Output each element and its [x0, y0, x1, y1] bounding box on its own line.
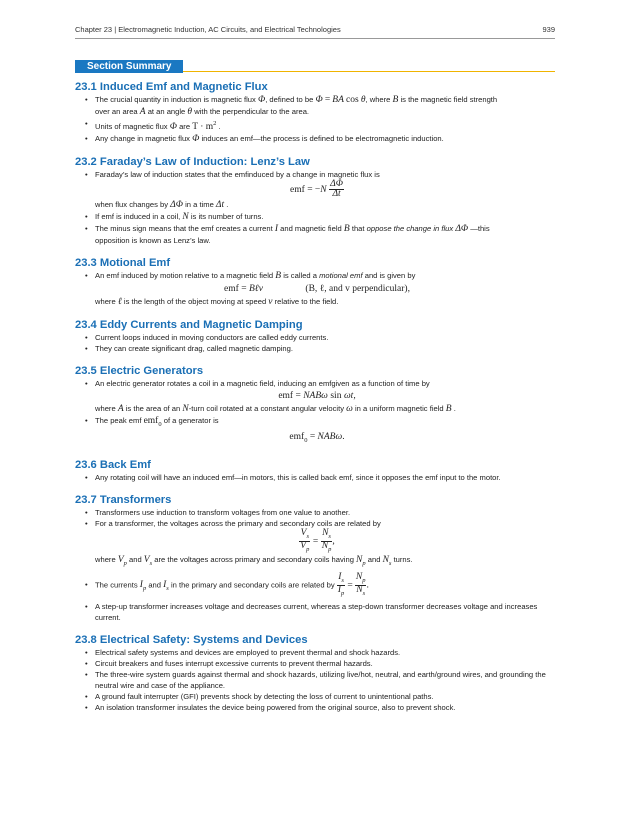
section-summary-label: Section Summary: [75, 60, 183, 73]
list-item: • An isolation transformer insulates the device being powered from the original source, also to prevent shock.: [85, 702, 559, 713]
list-item: • Any change in magnetic flux Φ induces an emf—the process is defined to be electromagnetic induction.: [85, 133, 559, 145]
section-23-5: [75, 364, 559, 448]
list-item: • They can create significant drag, called magnetic damping.: [85, 343, 559, 354]
page-number: 939: [542, 25, 555, 34]
section-23-3: [75, 256, 559, 308]
list-item: • Current loops induced in moving conductors are called eddy currents.: [85, 332, 559, 343]
section-23-7: [75, 493, 559, 623]
continuation: where ℓ is the length of the object moving at speed v relative to the field.: [95, 297, 339, 308]
chapter-title: Chapter 23 | Electromagnetic Induction, AC Circuits, and Electrical Technologies: [75, 25, 341, 34]
list-item: • For a transformer, the voltages across the primary and secondary coils are related by: [85, 518, 559, 529]
section-23-8: [75, 633, 559, 713]
section-23-2: [75, 155, 559, 246]
list-item: • Electrical safety systems and devices are employed to prevent thermal and shock hazards.: [85, 647, 559, 658]
transformer-voltage-equation: $\frac{V_s}{V_p}$ = $\frac{N_s}{N_p}$ ,: [300, 527, 335, 553]
list-item: • Circuit breakers and fuses interrupt excessive currents to prevent thermal hazards.: [85, 658, 559, 669]
generator-equation: emf = NABω sin ωt,: [278, 391, 356, 402]
list-item: • A ground fault interrupter (GFI) prevents shock by detecting the loss of current to unintentional paths.: [85, 691, 559, 702]
section-23-4: [75, 318, 559, 354]
section-title: 23.2 Faraday’s Law of Induction: Lenz’s Law: [75, 156, 310, 169]
list-item: • An electric generator rotates a coil in a magnetic field, inducing an emfgiven as a function of time by: [85, 378, 559, 389]
list-item: • Transformers use induction to transform voltages from one value to another.: [85, 507, 559, 518]
section-summary-banner: [75, 60, 555, 72]
faraday-equation: emf = −N $\frac{\Delta\Phi}{\Delta t}$: [290, 179, 343, 200]
section-23-6: [75, 458, 559, 483]
motional-emf-equation: emf = Bℓv (B, ℓ, and v perpendicular),: [224, 284, 410, 295]
section-title: 23.5 Electric Generators: [75, 365, 204, 378]
section-title: 23.4 Eddy Currents and Magnetic Damping: [75, 319, 303, 332]
list-item: • Units of magnetic flux Φ are $T \cdot m^2$ .: [85, 118, 559, 133]
section-title: 23.6 Back Emf: [75, 458, 151, 471]
section-title: 23.1 Induced Emf and Magnetic Flux: [75, 81, 268, 93]
summary-content: [75, 80, 559, 723]
list-item: • If emf is induced in a coil, N is its number of turns.: [85, 211, 559, 223]
continuation: where A is the area of an N-turn coil rotated at a constant angular velocity ω in a uniform magnetic field B .: [95, 404, 456, 415]
continuation: when flux changes by ΔΦ in a time Δt .: [95, 200, 229, 211]
section-23-1: [75, 80, 559, 145]
list-item: • The minus sign means that the emf creates a current I and magnetic field B that oppose the change in flux ΔΦ —this opposition is known as Lenz’s law.: [85, 223, 559, 246]
list-item: • A step-up transformer increases voltage and decreases current, whereas a step-down transformer decreases voltage and increases current.: [85, 601, 559, 623]
list-item: • Faraday’s law of induction states that the emfinduced by a change in magnetic flux is: [85, 169, 559, 180]
list-item: • The three-wire system guards against thermal and shock hazards, utilizing live/hot, neutral, and earth/ground wires, and grounding the neutral wire and case of the appliance.: [85, 669, 559, 691]
section-title: 23.3 Motional Emf: [75, 257, 171, 270]
section-title: 23.8 Electrical Safety: Systems and Devices: [75, 633, 308, 646]
list-item: • The currents $I_p$ and $I_s$ in the primary and secondary coils are related by $\frac{I_s}{I_p}$ = $\frac{N_p}{N_s}$ .: [85, 573, 559, 601]
header-divider: [75, 38, 555, 39]
section-title: 23.7 Transformers: [75, 493, 172, 506]
list-item: • The crucial quantity in induction is magnetic flux Φ, defined to be Φ = BA cos θ, where B is the magnetic field strength over an area A at an angle θ with the perpendicular to the area.: [85, 94, 559, 118]
page-header: [75, 25, 555, 34]
list-item: • An emf induced by motion relative to a magnetic field B is called a motional emf and is given by: [85, 270, 559, 282]
continuation: where $V_p$ and $V_s$ are the voltages across primary and secondary coils having $N_p$ and $N_s$ turns.: [95, 554, 413, 567]
peak-emf-equation: emf$_0$ = NABω.: [289, 432, 345, 444]
list-item: • Any rotating coil will have an induced emf—in motors, this is called back emf, since it opposes the emf input to the motor.: [85, 472, 559, 483]
list-item: • The peak emf emf$_0$ of a generator is: [85, 415, 559, 430]
